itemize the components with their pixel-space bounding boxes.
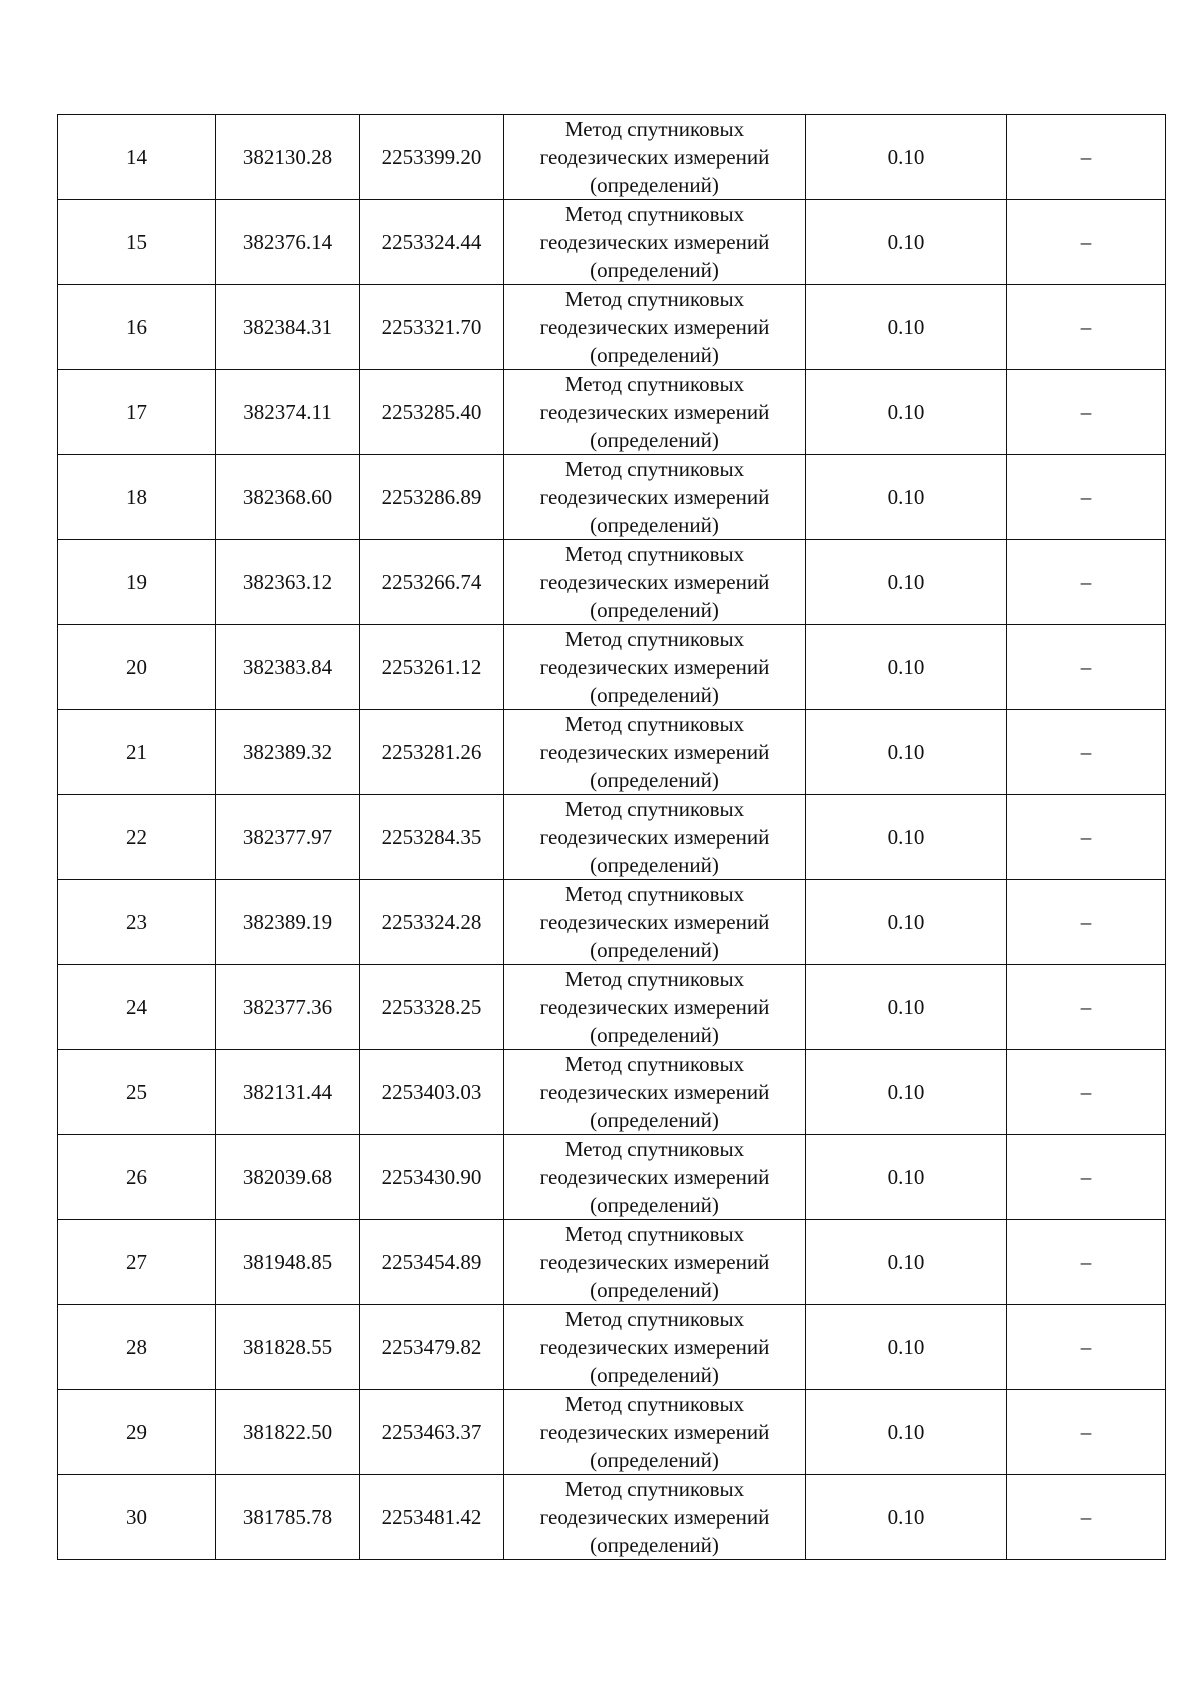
y-coordinate-cell: 2253286.89	[360, 455, 504, 540]
y-coordinate-cell: 2253481.42	[360, 1475, 504, 1560]
description-cell: –	[1007, 1220, 1166, 1305]
x-coordinate-cell: 382377.36	[216, 965, 360, 1050]
x-coordinate-cell: 382374.11	[216, 370, 360, 455]
method-cell: Метод спутниковых геодезических измерений (определений)	[504, 1390, 806, 1475]
point-number-cell: 27	[58, 1220, 216, 1305]
y-coordinate-cell: 2253463.37	[360, 1390, 504, 1475]
y-coordinate-cell: 2253324.28	[360, 880, 504, 965]
description-cell: –	[1007, 1390, 1166, 1475]
y-coordinate-cell: 2253284.35	[360, 795, 504, 880]
table-row	[58, 455, 1166, 540]
accuracy-cell: 0.10	[806, 1390, 1007, 1475]
accuracy-cell: 0.10	[806, 1135, 1007, 1220]
method-cell: Метод спутниковых геодезических измерений (определений)	[504, 1305, 806, 1390]
x-coordinate-cell: 382376.14	[216, 200, 360, 285]
table-row	[58, 710, 1166, 795]
x-coordinate-cell: 382389.32	[216, 710, 360, 795]
table-row	[58, 1390, 1166, 1475]
point-number-cell: 25	[58, 1050, 216, 1135]
table-row	[58, 540, 1166, 625]
x-coordinate-cell: 382368.60	[216, 455, 360, 540]
table-row	[58, 285, 1166, 370]
method-cell: Метод спутниковых геодезических измерений (определений)	[504, 200, 806, 285]
point-number-cell: 14	[58, 115, 216, 200]
method-cell: Метод спутниковых геодезических измерений (определений)	[504, 370, 806, 455]
table-row	[58, 200, 1166, 285]
method-cell: Метод спутниковых геодезических измерений (определений)	[504, 1050, 806, 1135]
accuracy-cell: 0.10	[806, 625, 1007, 710]
method-cell: Метод спутниковых геодезических измерений (определений)	[504, 540, 806, 625]
coordinates-table-body	[58, 115, 1166, 1560]
method-cell: Метод спутниковых геодезических измерений (определений)	[504, 880, 806, 965]
description-cell: –	[1007, 1305, 1166, 1390]
table-row	[58, 880, 1166, 965]
x-coordinate-cell: 382377.97	[216, 795, 360, 880]
accuracy-cell: 0.10	[806, 1475, 1007, 1560]
accuracy-cell: 0.10	[806, 540, 1007, 625]
description-cell: –	[1007, 370, 1166, 455]
accuracy-cell: 0.10	[806, 1305, 1007, 1390]
description-cell: –	[1007, 1475, 1166, 1560]
method-cell: Метод спутниковых геодезических измерений (определений)	[504, 965, 806, 1050]
description-cell: –	[1007, 710, 1166, 795]
method-cell: Метод спутниковых геодезических измерений (определений)	[504, 795, 806, 880]
description-cell: –	[1007, 455, 1166, 540]
point-number-cell: 19	[58, 540, 216, 625]
accuracy-cell: 0.10	[806, 1050, 1007, 1135]
table-row	[58, 1135, 1166, 1220]
table-row	[58, 1305, 1166, 1390]
x-coordinate-cell: 382383.84	[216, 625, 360, 710]
table-row	[58, 1475, 1166, 1560]
y-coordinate-cell: 2253454.89	[360, 1220, 504, 1305]
description-cell: –	[1007, 115, 1166, 200]
table-row	[58, 795, 1166, 880]
method-cell: Метод спутниковых геодезических измерений (определений)	[504, 115, 806, 200]
table-row	[58, 1050, 1166, 1135]
description-cell: –	[1007, 965, 1166, 1050]
method-cell: Метод спутниковых геодезических измерений (определений)	[504, 1135, 806, 1220]
x-coordinate-cell: 382131.44	[216, 1050, 360, 1135]
description-cell: –	[1007, 880, 1166, 965]
method-cell: Метод спутниковых геодезических измерений (определений)	[504, 455, 806, 540]
point-number-cell: 29	[58, 1390, 216, 1475]
accuracy-cell: 0.10	[806, 455, 1007, 540]
x-coordinate-cell: 381828.55	[216, 1305, 360, 1390]
y-coordinate-cell: 2253403.03	[360, 1050, 504, 1135]
accuracy-cell: 0.10	[806, 370, 1007, 455]
point-number-cell: 30	[58, 1475, 216, 1560]
coordinates-table	[57, 114, 1166, 1560]
x-coordinate-cell: 381785.78	[216, 1475, 360, 1560]
y-coordinate-cell: 2253285.40	[360, 370, 504, 455]
method-cell: Метод спутниковых геодезических измерений (определений)	[504, 285, 806, 370]
y-coordinate-cell: 2253328.25	[360, 965, 504, 1050]
y-coordinate-cell: 2253281.26	[360, 710, 504, 795]
method-cell: Метод спутниковых геодезических измерений (определений)	[504, 1475, 806, 1560]
x-coordinate-cell: 382389.19	[216, 880, 360, 965]
point-number-cell: 23	[58, 880, 216, 965]
table-row	[58, 625, 1166, 710]
method-cell: Метод спутниковых геодезических измерений (определений)	[504, 710, 806, 795]
y-coordinate-cell: 2253261.12	[360, 625, 504, 710]
table-row	[58, 1220, 1166, 1305]
point-number-cell: 26	[58, 1135, 216, 1220]
point-number-cell: 24	[58, 965, 216, 1050]
description-cell: –	[1007, 1050, 1166, 1135]
accuracy-cell: 0.10	[806, 965, 1007, 1050]
accuracy-cell: 0.10	[806, 795, 1007, 880]
point-number-cell: 18	[58, 455, 216, 540]
point-number-cell: 15	[58, 200, 216, 285]
accuracy-cell: 0.10	[806, 710, 1007, 795]
x-coordinate-cell: 381948.85	[216, 1220, 360, 1305]
x-coordinate-cell: 382363.12	[216, 540, 360, 625]
point-number-cell: 20	[58, 625, 216, 710]
point-number-cell: 22	[58, 795, 216, 880]
accuracy-cell: 0.10	[806, 115, 1007, 200]
accuracy-cell: 0.10	[806, 1220, 1007, 1305]
x-coordinate-cell: 382130.28	[216, 115, 360, 200]
y-coordinate-cell: 2253266.74	[360, 540, 504, 625]
point-number-cell: 21	[58, 710, 216, 795]
table-row	[58, 370, 1166, 455]
y-coordinate-cell: 2253321.70	[360, 285, 504, 370]
accuracy-cell: 0.10	[806, 200, 1007, 285]
y-coordinate-cell: 2253399.20	[360, 115, 504, 200]
point-number-cell: 28	[58, 1305, 216, 1390]
description-cell: –	[1007, 625, 1166, 710]
table-row	[58, 965, 1166, 1050]
accuracy-cell: 0.10	[806, 285, 1007, 370]
table-row	[58, 115, 1166, 200]
point-number-cell: 17	[58, 370, 216, 455]
y-coordinate-cell: 2253430.90	[360, 1135, 504, 1220]
description-cell: –	[1007, 200, 1166, 285]
description-cell: –	[1007, 795, 1166, 880]
description-cell: –	[1007, 540, 1166, 625]
description-cell: –	[1007, 1135, 1166, 1220]
accuracy-cell: 0.10	[806, 880, 1007, 965]
y-coordinate-cell: 2253479.82	[360, 1305, 504, 1390]
point-number-cell: 16	[58, 285, 216, 370]
x-coordinate-cell: 382039.68	[216, 1135, 360, 1220]
description-cell: –	[1007, 285, 1166, 370]
x-coordinate-cell: 381822.50	[216, 1390, 360, 1475]
y-coordinate-cell: 2253324.44	[360, 200, 504, 285]
method-cell: Метод спутниковых геодезических измерений (определений)	[504, 1220, 806, 1305]
x-coordinate-cell: 382384.31	[216, 285, 360, 370]
method-cell: Метод спутниковых геодезических измерений (определений)	[504, 625, 806, 710]
